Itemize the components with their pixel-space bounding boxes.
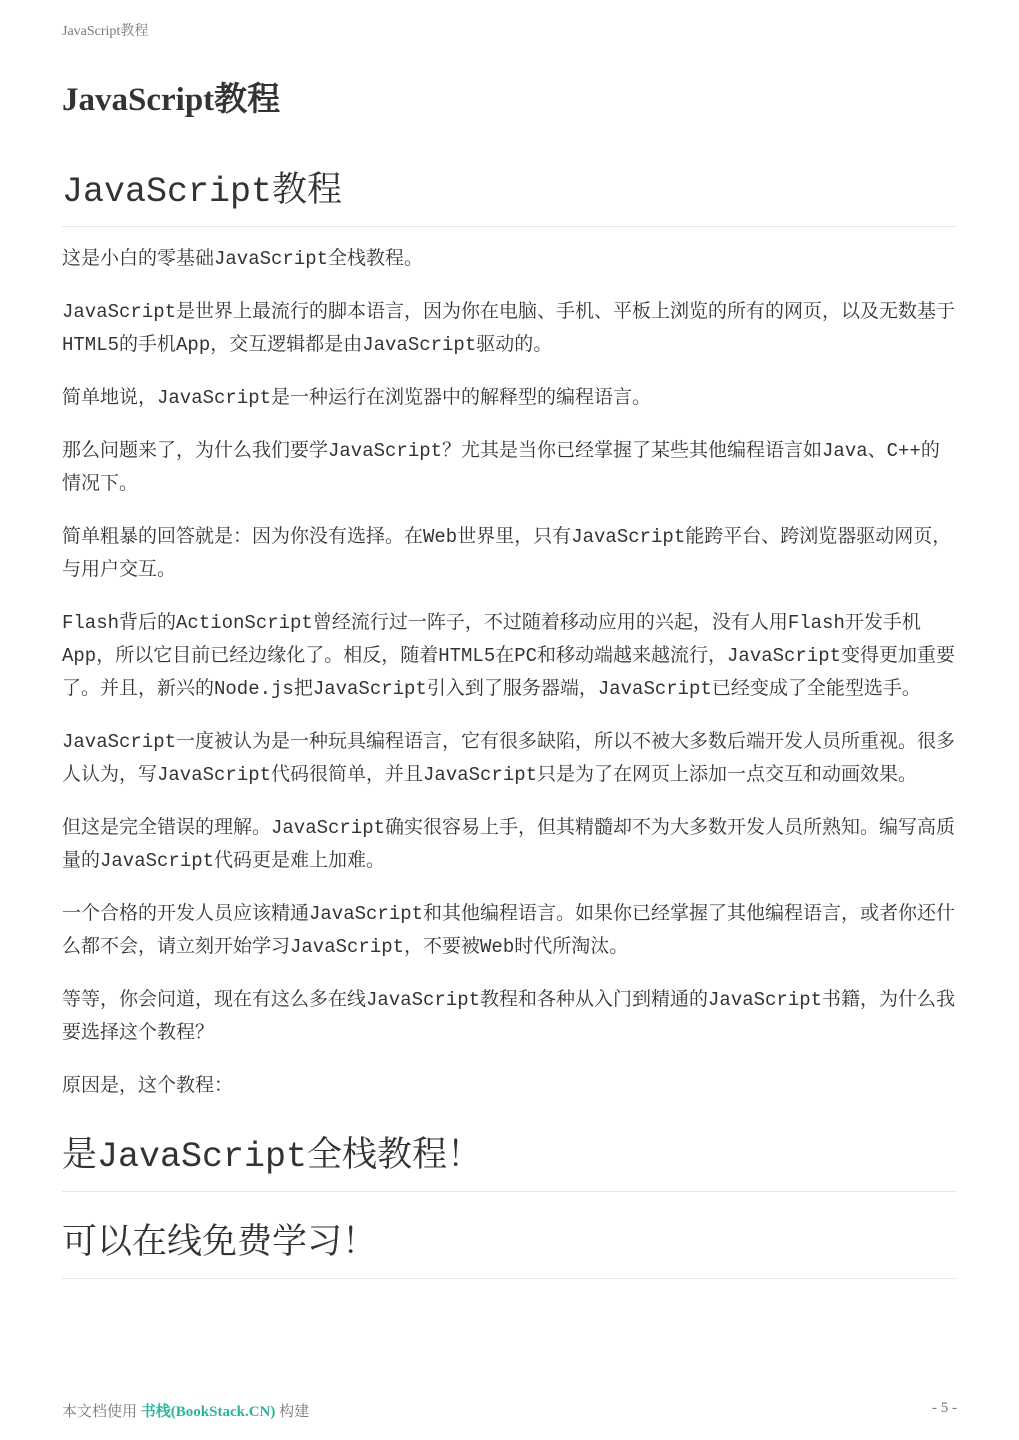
document-body [62, 168, 957, 1279]
footer-credit [62, 1400, 309, 1421]
paragraph: 原因是，这个教程： [62, 1075, 234, 1097]
document-title: JavaScript教程 [62, 82, 281, 118]
paragraph: 等等，你会问道，现在有这么多在线JavaScript教程和各种从入门到精通的JavaScript书籍，为什么我要选择这个教程？ [62, 989, 956, 1044]
paragraph: 那么问题来了，为什么我们要学JavaScript？尤其是当你已经掌握了某些其他编程语言如Java、C++的情况下。 [62, 440, 940, 495]
paragraph: 简单粗暴的回答就是：因为你没有选择。在Web世界里，只有JavaScript能跨平台、跨浏览器驱动网页，与用户交互。 [62, 526, 952, 581]
subheading-full-stack: 是JavaScript全栈教程！ [62, 1133, 957, 1192]
subheading-free-online: 可以在线免费学习！ [62, 1220, 957, 1279]
paragraph: Flash背后的ActionScript曾经流行过一阵子，不过随着移动应用的兴起，没有人用Flash开发手机App，所以它目前已经边缘化了。相反，随着HTML5在PC和移动端越来越流行，JavaScript变得更加重要了。并且，新兴的Node.js把JavaScript引入到了服务器端，JavaScript已经变成了全能型选手。 [62, 612, 956, 700]
section-heading: JavaScript教程 [62, 168, 957, 227]
footer-prefix: 本文档使用 [62, 1404, 138, 1420]
page-number: - 5 - [932, 1400, 957, 1416]
paragraph: JavaScript是世界上最流行的脚本语言，因为你在电脑、手机、平板上浏览的所有的网页，以及无数基于HTML5的手机App，交互逻辑都是由JavaScript驱动的。 [62, 301, 956, 356]
paragraph: 简单地说，JavaScript是一种运行在浏览器中的解释型的编程语言。 [62, 387, 652, 409]
paragraph: JavaScript一度被认为是一种玩具编程语言，它有很多缺陷，所以不被大多数后端开发人员所重视。很多人认为，写JavaScript代码很简单，并且JavaScript只是为了在网页上添加一点交互和动画效果。 [62, 731, 956, 786]
bookstack-link[interactable]: 书栈(BookStack.CN) [140, 1404, 276, 1420]
footer-suffix: 构建 [279, 1404, 310, 1420]
paragraph: 一个合格的开发人员应该精通JavaScript和其他编程语言。如果你已经掌握了其他编程语言，或者你还什么都不会，请立刻开始学习JavaScript，不要被Web时代所淘汰。 [62, 903, 956, 958]
paragraph: 但这是完全错误的理解。JavaScript确实很容易上手，但其精髓却不为大多数开发人员所熟知。编写高质量的JavaScript代码更是难上加难。 [62, 817, 956, 872]
paragraph: 这是小白的零基础JavaScript全栈教程。 [62, 248, 424, 270]
running-header: JavaScript教程 [62, 24, 149, 39]
